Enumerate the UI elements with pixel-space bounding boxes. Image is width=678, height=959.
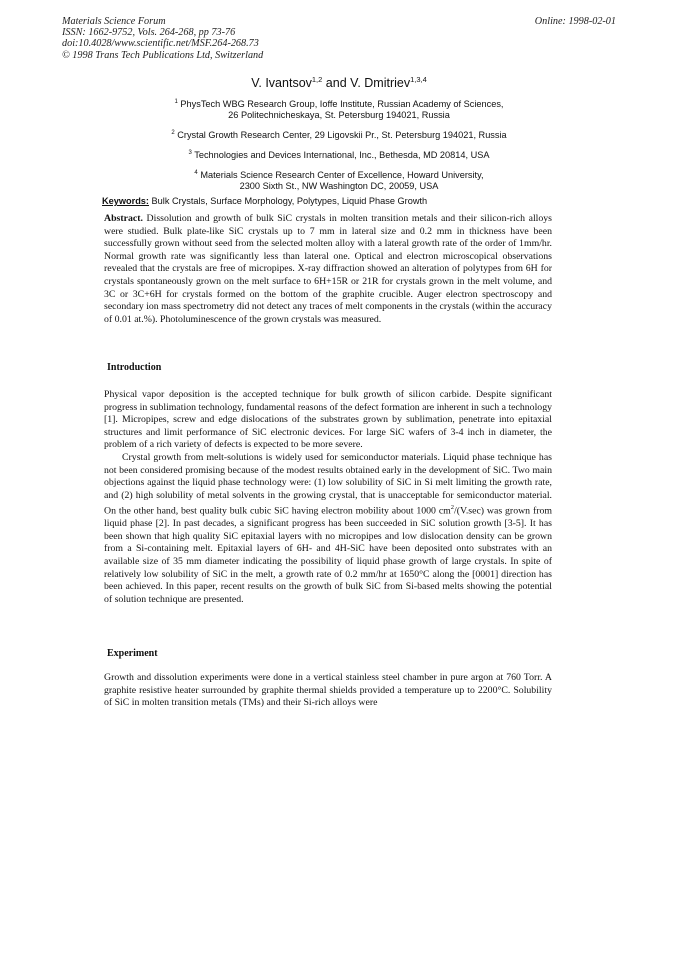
author-2-affil: 1,3,4 bbox=[410, 75, 427, 84]
author-line bbox=[0, 73, 678, 90]
keywords-text: Bulk Crystals, Surface Morphology, Polytypes, Liquid Phase Growth bbox=[148, 196, 428, 206]
abstract-text: Dissolution and growth of bulk SiC crystals in molten transition metals and their silicon-rich alloys were studied. Bulk plate-like SiC crystals up to 7 mm in lateral size and 0.2 mm in thickness have been successfully grown without seed from the selected molten alloy with a lateral growth rate of the order of 1mm/hr. Normal growth rate was significantly less than lateral one. Optical and electron microscopical observations revealed that the crystals are free of micropipes. X-ray diffraction showed an alteration of polytypes from 6H for crystals spontaneously grown on the melt surface to 6H+15R or 21R for crystals grown in the melt volume, and 3C or 3C+6H for crystals formed on the bottom of the graphite crucible. Auger electron spectroscopy and secondary ion mass spectrometry did not detect any traces of melt components in the crystals (within the accuracy of 0.01 at.%). Photoluminescence of the grown crystals was measured. bbox=[104, 213, 552, 325]
issn-line: ISSN: 1662-9752, Vols. 264-268, pp 73-76 bbox=[62, 27, 236, 39]
affiliation-4 bbox=[100, 168, 578, 193]
journal-name: Materials Science Forum bbox=[62, 16, 166, 27]
author-1: V. Ivantsov bbox=[251, 76, 312, 91]
doi-line: doi:10.4028/www.scientific.net/MSF.264-268.73 bbox=[62, 38, 259, 50]
author-1-affil: 1,2 bbox=[311, 75, 323, 84]
affiliation-3 bbox=[100, 148, 578, 161]
affiliation-4-line1: Materials Science Research Center of Excellence, Howard University, bbox=[200, 169, 484, 180]
introduction-paragraph-1: Physical vapor deposition is the accepted technique for bulk growth of silicon carbide. Despite significant progress in sublimation technology, fundamental reasons of the defect formation are inherent in such a technology [1]. Micropipes, screw and edge dislocations of the substrates grown by sublimation, penetrate into epitaxial structures and limit performance of SiC electronic devices. For large SiC wafers of 3-4 inch in diameter, the problem of a rich variety of defects is expected to be more severe. bbox=[104, 389, 552, 451]
experiment-heading: Experiment bbox=[107, 648, 158, 659]
experiment-body bbox=[104, 672, 552, 710]
affiliation-4-line2: 2300 Sixth St., NW Washington DC, 20059, USA bbox=[239, 181, 439, 192]
copyright-line: © 1998 Trans Tech Publications Ltd, Switzerland bbox=[62, 49, 264, 61]
introduction-heading: Introduction bbox=[107, 362, 162, 373]
experiment-paragraph-1: Growth and dissolution experiments were done in a vertical stainless steel chamber in pure argon at 760 Torr. A graphite resistive heater surrounded by graphite thermal shields provided a temperature up to 2200°C. Solubility of SiC in molten transition metals (TMs) and their Si-rich alloys were bbox=[104, 672, 552, 709]
author-conjunction: and bbox=[322, 76, 351, 91]
affiliation-1-line1: PhysTech WBG Research Group, Ioffe Institute, Russian Academy of Sciences, bbox=[180, 99, 504, 110]
affiliation-2 bbox=[100, 128, 578, 141]
introduction-paragraph-2-part-a: Crystal growth from melt-solutions is widely used for semiconductor materials. Liquid phase technique has not been considered promising because of the modest results obtained early in the development of SiC. Two main objections against the liquid phase technology were: (1) low solubility of SiC in Si melt limiting the growth rate, and (2) high solubility of metal solvents in the growing crystal, that is unacceptable for semiconductor material. On the other hand, best quality bulk cubic SiC having electron mobility about 1000 cm bbox=[104, 451, 552, 517]
abstract bbox=[104, 213, 552, 326]
affiliation-1-marker: 1 bbox=[174, 99, 178, 105]
unit-superscript: 2 bbox=[450, 504, 455, 512]
author-2: V. Dmitriev bbox=[350, 76, 411, 91]
affiliations bbox=[100, 97, 578, 199]
affiliation-1-line2: 26 Politechnicheskaya, St. Petersburg 194021, Russia bbox=[228, 110, 450, 121]
affiliation-4-marker: 4 bbox=[194, 169, 198, 176]
affiliation-1 bbox=[100, 97, 578, 122]
introduction-body bbox=[104, 389, 552, 606]
journal-header bbox=[62, 16, 263, 61]
affiliation-2-marker: 2 bbox=[171, 130, 175, 137]
affiliation-3-line1: Technologies and Devices International, Inc., Bethesda, MD 20814, USA bbox=[194, 150, 490, 160]
introduction-paragraph-2 bbox=[104, 452, 552, 606]
affiliation-3-marker: 3 bbox=[188, 149, 192, 156]
introduction-paragraph-2-part-b: /(V.sec) was grown from liquid phase [2]. In past decades, a significant progress has been succeeded in SiC solution growth [3-5]. It has been shown that high quality SiC epitaxial layers with no micropipes and low dislocation density can be grown from a Si-containing melt. Epitaxial layers of 6H- and 4H-SiC have been deposited onto substrates with an available size of 35 mm diameter indicating the possibility of liquid phase growth of large crystals. In spite of relatively low solubility of SiC in the melt, a growth rate of 0.2 mm/hr at 1650°C along the [0001] direction has been achieved. In this paper, recent results on the growth of bulk SiC from Si-based melts showing the potential of solution technique are presented. bbox=[104, 505, 552, 605]
keywords bbox=[102, 196, 427, 206]
affiliation-2-line1: Crystal Growth Research Center, 29 Ligovskii Pr., St. Petersburg 194021, Russia bbox=[177, 130, 507, 141]
abstract-label: Abstract. bbox=[104, 213, 143, 224]
keywords-label: Keywords: bbox=[102, 196, 149, 206]
online-date: Online: 1998-02-01 bbox=[534, 16, 616, 27]
